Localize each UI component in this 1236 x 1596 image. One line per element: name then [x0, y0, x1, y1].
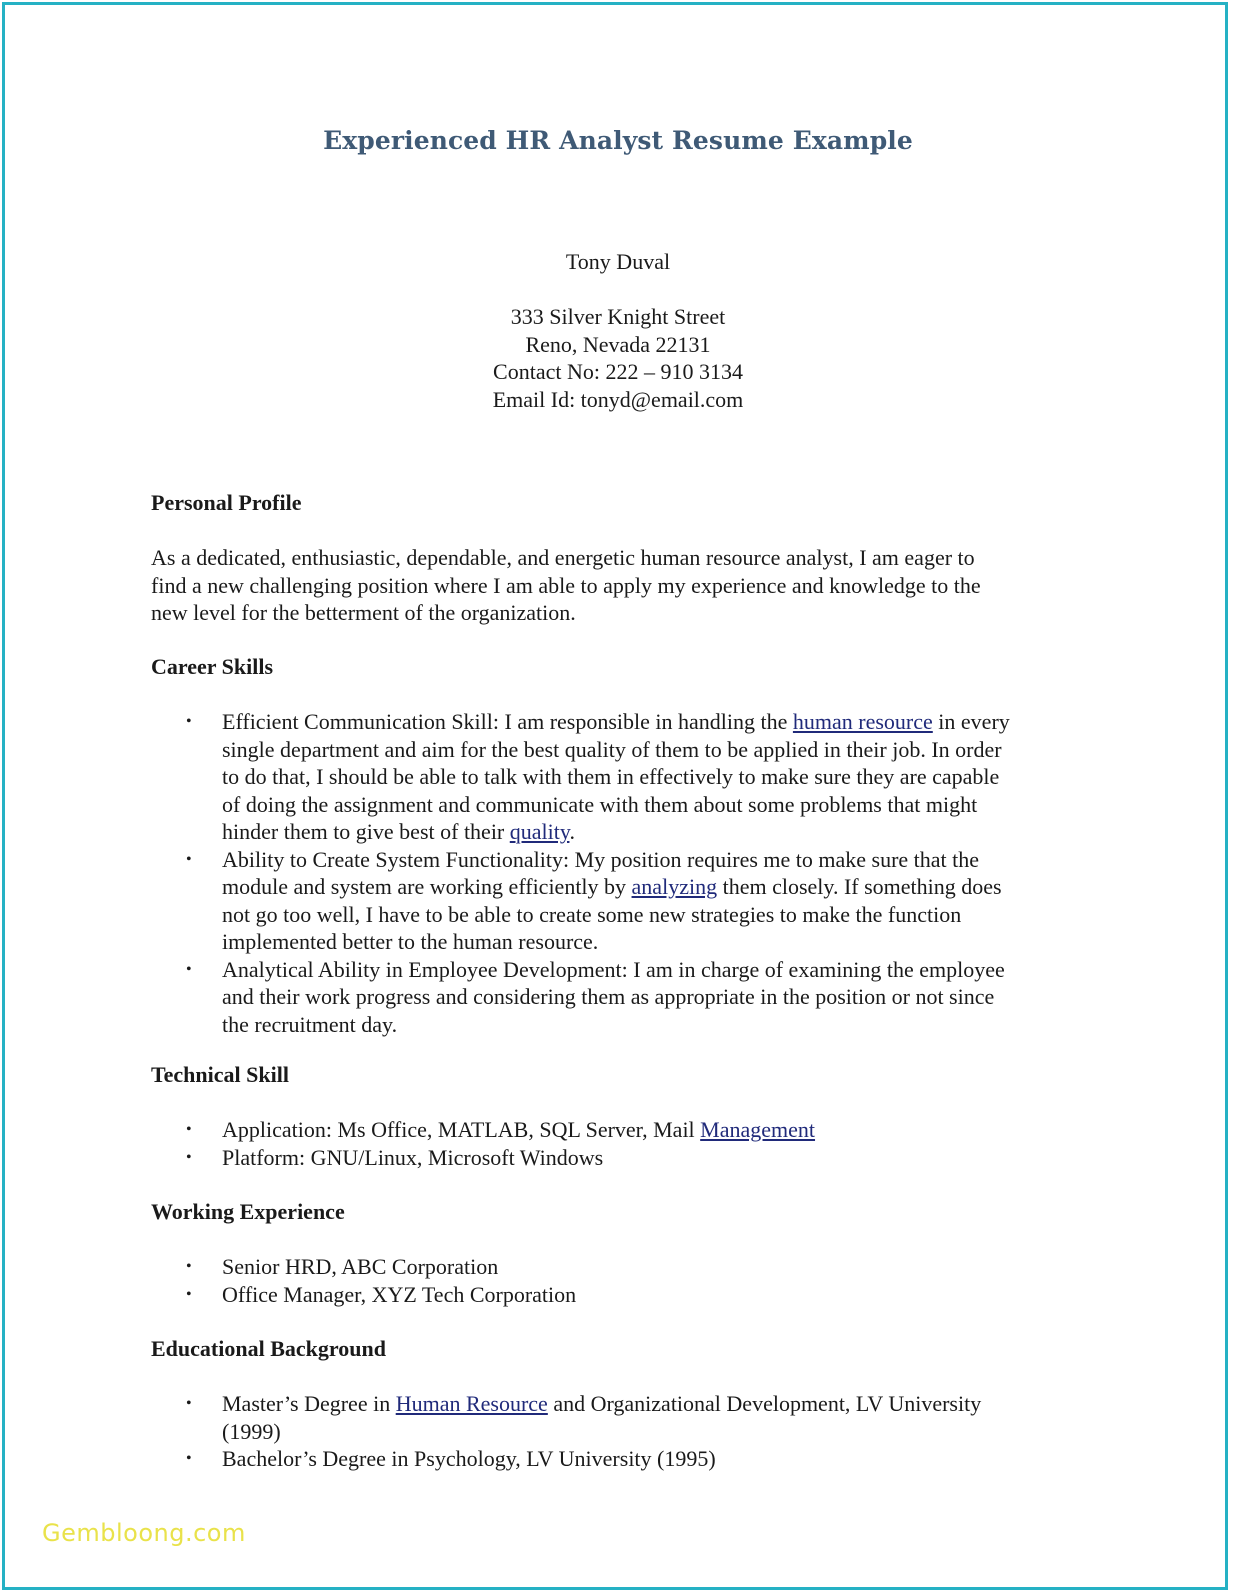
item-text: Platform: GNU/Linux, Microsoft Windows — [222, 1144, 604, 1170]
career-skills-list — [151, 708, 1081, 1038]
item-text: module and system are working efficiently by — [222, 874, 632, 899]
item-text: Ability to Create System Functionality: My position requires me to make sure that the — [222, 846, 980, 872]
item-text: Senior HRD, ABC Corporation — [222, 1254, 499, 1279]
working-experience-list — [151, 1253, 1081, 1308]
list-item — [151, 1116, 1081, 1144]
contact-name — [0, 248, 1236, 276]
list-item — [151, 846, 1081, 956]
list-item — [151, 708, 1081, 846]
city-line: Reno, Nevada 22131 — [525, 331, 711, 357]
item-text: and their work progress and considering them as appropriate in the position or not since — [222, 984, 995, 1009]
bullet-icon: • — [186, 960, 192, 978]
profile-line: As a dedicated, enthusiastic, dependable, and energetic human resource analyst, I am eager to — [151, 545, 975, 570]
item-text: in every — [932, 709, 1010, 734]
item-text: the recruitment day. — [222, 1011, 398, 1037]
human-resource-degree-link[interactable]: Human Resource — [395, 1391, 548, 1416]
section-heading: Technical Skill — [151, 1062, 289, 1087]
analyzing-link[interactable]: analyzing — [631, 874, 718, 899]
name-line: Tony Duval — [565, 249, 671, 274]
profile-line: new level for the betterment of the organization. — [151, 600, 576, 625]
personal-profile-section — [151, 489, 1081, 627]
bullet-icon: • — [186, 1395, 192, 1412]
item-text: Office Manager, XYZ Tech Corporation — [222, 1281, 577, 1307]
watermark-text: Gembloong.com — [42, 1519, 246, 1547]
list-item — [151, 1390, 1081, 1445]
section-heading: Working Experience — [151, 1199, 345, 1224]
technical-skill-list — [151, 1116, 1081, 1171]
human-resource-link[interactable]: human resource — [792, 709, 933, 734]
section-heading: Career Skills — [151, 654, 274, 679]
phone-line: Contact No: 222 – 910 3134 — [493, 359, 743, 384]
quality-link[interactable]: quality — [509, 819, 570, 844]
section-heading: Personal Profile — [151, 490, 302, 515]
contact-details — [0, 303, 1236, 413]
management-link[interactable]: Management — [700, 1117, 816, 1142]
profile-line: find a new challenging position where I am able to apply my experience and knowledge to the — [151, 572, 981, 598]
document-title: Experienced HR Analyst Resume Example — [323, 126, 913, 155]
education-section — [151, 1335, 1081, 1473]
item-text: and Organizational Development, LV University — [547, 1391, 982, 1416]
street-line: 333 Silver Knight Street — [510, 304, 726, 329]
list-item — [151, 1281, 1081, 1309]
list-item — [151, 956, 1081, 1039]
bullet-icon: • — [186, 1258, 192, 1275]
item-text: of doing the assignment and communicate with them about some problems that might — [222, 791, 978, 817]
bullet-icon: • — [186, 850, 192, 868]
profile-text — [151, 544, 1081, 627]
list-item — [151, 1253, 1081, 1281]
item-text: Master’s Degree in — [222, 1391, 396, 1416]
technical-skill-section — [151, 1061, 1081, 1171]
bullet-icon: • — [186, 1148, 192, 1166]
career-skills-section — [151, 653, 1081, 1038]
item-text: to do that, I should be able to talk with them in effectively to make sure they are capable — [222, 764, 1000, 789]
item-text: hinder them to give best of their — [222, 819, 510, 844]
item-text: them closely. If something does — [717, 874, 1002, 899]
education-list — [151, 1390, 1081, 1473]
list-item — [151, 1144, 1081, 1172]
item-text: single department and aim for the best quality of them to be applied in their job. In order — [222, 736, 1002, 762]
bullet-icon: • — [186, 1285, 192, 1303]
section-heading: Educational Background — [151, 1336, 386, 1361]
email-line: Email Id: tonyd@email.com — [492, 386, 744, 412]
list-item — [151, 1445, 1081, 1473]
bullet-icon: • — [186, 1450, 192, 1467]
working-experience-section — [151, 1198, 1081, 1308]
item-text: Analytical Ability in Employee Development: I am in charge of examining the employee — [222, 956, 1005, 982]
item-text: not go too well, I have to be able to create some new strategies to make the function — [222, 901, 962, 927]
item-text: . — [569, 819, 575, 844]
item-text: implemented better to the human resource. — [222, 929, 599, 954]
item-text: Application: Ms Office, MATLAB, SQL Server, Mail — [222, 1117, 701, 1142]
item-text: Efficient Communication Skill: I am responsible in handling the — [222, 709, 793, 734]
bullet-icon: • — [186, 713, 192, 730]
item-text: (1999) — [222, 1418, 281, 1444]
item-text: Bachelor’s Degree in Psychology, LV University (1995) — [222, 1446, 716, 1471]
bullet-icon: • — [186, 1121, 192, 1138]
